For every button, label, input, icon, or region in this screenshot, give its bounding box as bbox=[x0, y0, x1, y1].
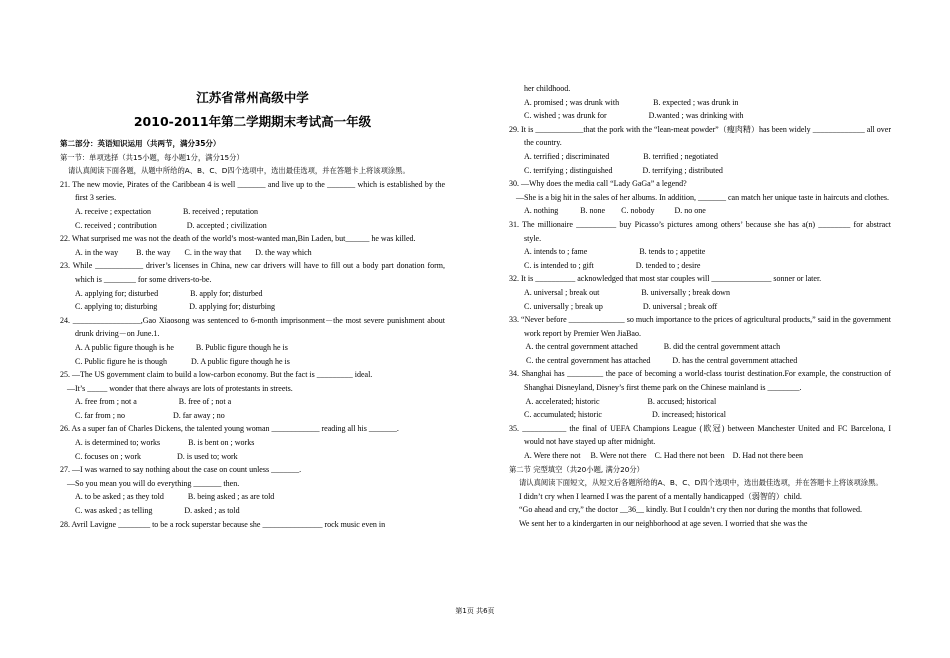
answer-options: A. receive ; expectation B. received ; reputation bbox=[75, 206, 259, 216]
question-stem: 23. While ____________ driver’s licenses in China, new car drivers will have to fill out a body part donation form, which is ________ for some drivers-to-be. bbox=[60, 261, 445, 284]
right-question-list bbox=[509, 96, 891, 463]
left-column bbox=[60, 137, 445, 531]
answer-options: C. terrifying ; distinguished D. terrifying ; distributed bbox=[524, 165, 723, 175]
question-item bbox=[60, 368, 445, 422]
question-dialogue-line: —She is a big hit in the sales of her albums. In addition, _______ can match her unique taste in haircuts and clothes. bbox=[516, 192, 890, 202]
answer-options: C. far from ; no D. far away ; no bbox=[75, 410, 225, 420]
question-item bbox=[509, 218, 891, 272]
question-stem: 35. ___________ the final of UEFA Champions League (欧冠) between Manchester United and FC Barcelona, I would not have stayed up after midnight. bbox=[509, 423, 891, 447]
answer-options: C. focuses on ; work D. is used to; work bbox=[75, 451, 238, 461]
question-stem: 28. Avril Lavigne ________ to be a rock superstar because she _______________ rock music even in bbox=[60, 519, 386, 529]
passage-paragraph: I didn’t cry when I learned I was the parent of a mentally handicapped（弱智的）child. bbox=[519, 491, 802, 501]
question-item bbox=[509, 96, 891, 123]
answer-options: A. terrified ; discriminated B. terrified ; negotiated bbox=[524, 151, 718, 161]
question-item bbox=[60, 232, 445, 259]
answer-options: C. Public figure he is though D. A public figure though he is bbox=[75, 356, 290, 366]
answer-options: A. A public figure though is he B. Public figure though he is bbox=[75, 342, 288, 352]
answer-options: C. the central government has attached D. has the central government attached bbox=[524, 355, 798, 365]
answer-options: A. to be asked ; as they told B. being asked ; as are told bbox=[75, 492, 275, 502]
section2-heading: 第二节 完型填空（共20小题, 满分20分） bbox=[509, 464, 644, 474]
question-stem: 21. The new movie, Pirates of the Caribbean 4 is well _______ and live up to the _______ which is established by the first 3 series. bbox=[60, 179, 445, 203]
section1-heading: 第一节：单项选择（共15小题，每小题1分，满分15分） bbox=[60, 152, 244, 162]
question-stem: 32. It is __________ acknowledged that most star couples will _______________ sonner or later. bbox=[509, 274, 822, 284]
question-item bbox=[60, 518, 445, 532]
cloze-passage bbox=[509, 490, 891, 531]
answer-options: A. accelerated; historic B. accused; historical bbox=[524, 396, 717, 406]
answer-options: A. free from ; not a B. free of ; not a bbox=[75, 397, 232, 407]
question-stem: 29. It is ____________that the pork with the “lean-meat powder”（瘦肉精）has been widely _____________ all over the country. bbox=[509, 124, 891, 148]
section2-instructions: 请认真阅读下面短文，从短文后各题所给的A、B、C、D四个选项中，选出最佳选项，并在答题卡上将该项涂黑。 bbox=[519, 478, 883, 488]
left-question-list bbox=[60, 178, 445, 531]
answer-options: C. is intended to ; gift D. tended to ; desire bbox=[524, 260, 701, 270]
answer-options: A. intends to ; fame B. tends to ; appetite bbox=[524, 247, 706, 257]
answer-options: C. accumulated; historic D. increased; historical bbox=[524, 410, 726, 420]
answer-options: C. universally ; break up D. universal ; break off bbox=[524, 301, 718, 311]
question-stem: 30. —Why does the media call “Lady GaGa” a legend? bbox=[509, 179, 687, 189]
part2-heading: 第二部分：英语知识运用（共两节，满分35分） bbox=[60, 139, 221, 148]
answer-options: C. applying to; disturbing D. applying for; disturbing bbox=[75, 302, 275, 312]
exam-title: 2010-2011年第二学期期末考试高一年级 bbox=[133, 114, 372, 129]
question-stem: 31. The millionaire __________ buy Picasso’s pictures among others’ because she has a(n) ________ for abstract style. bbox=[509, 219, 891, 243]
question-dialogue-line: —It’s _____ wonder that there always are lots of protestants in streets. bbox=[67, 383, 293, 393]
question-dialogue-line: —So you mean you will do everything _______ then. bbox=[67, 478, 240, 488]
exam-school-title: 江苏省常州高级中学 bbox=[196, 90, 309, 105]
passage-paragraph: We sent her to a kindergarten in our neighborhood at age seven. I worried that she was the bbox=[519, 519, 808, 528]
answer-options: A. promised ; was drunk with B. expected ; was drunk in bbox=[524, 97, 739, 107]
answer-options: A. nothing B. none C. nobody D. no one bbox=[524, 206, 706, 216]
question-stem: 27. —I was warned to say nothing about the case on count unless _______. bbox=[60, 465, 302, 475]
question-stem: 34. Shanghai has _________ the pace of becoming a world-class tourist destination.For example, the construction of Shanghai Disneyland, Disney’s first theme park on the Chinese mainland is ________. bbox=[509, 369, 891, 393]
page-footer: 第1页 共6页 bbox=[455, 607, 495, 615]
answer-options: A. is determined to; works B. is bent on ; works bbox=[75, 438, 255, 448]
question-stem: 26. As a super fan of Charles Dickens, the talented young woman ____________ reading all his _______. bbox=[60, 424, 399, 434]
answer-options: A. the central government attached B. did the central government attach bbox=[524, 342, 781, 352]
question-item bbox=[509, 123, 891, 177]
question-item bbox=[60, 178, 445, 232]
question-item bbox=[60, 422, 445, 463]
question-stem: 25. —The US government claim to build a low-carbon economy. But the fact is _________ ideal. bbox=[60, 370, 373, 380]
answer-options: A. in the way B. the way C. in the way that D. the way which bbox=[75, 247, 312, 257]
question-stem: 24. _________________,Gao Xiaosong was sentenced to 6-month imprisonment－the most severe punishment about drunk driving－on June.1. bbox=[60, 315, 445, 339]
question-item bbox=[60, 463, 445, 517]
continued-line: her childhood. bbox=[524, 84, 571, 93]
question-item bbox=[509, 177, 891, 218]
question-stem: 33. “Never before ______________ so much importance to the prices of agricultural products,” said in the government work report by Premier Wen JiaBao. bbox=[509, 315, 891, 338]
question-item bbox=[509, 313, 891, 367]
passage-paragraph: “Go ahead and cry,” the doctor __36__ kindly. But I couldn’t cry then nor during the months that followed. bbox=[519, 505, 862, 515]
question-item bbox=[509, 422, 891, 463]
answer-options: A. Were there not B. Were not there C. Had there not been D. Had not there been bbox=[524, 451, 803, 461]
question-item bbox=[60, 314, 445, 368]
section1-instructions: 请认真阅读下面各题，从题中所给的A、B、C、D四个选项中，选出最佳选项，并在答题卡上将该项涂黑。 bbox=[68, 166, 410, 176]
question-item bbox=[509, 367, 891, 421]
question-item bbox=[60, 259, 445, 313]
answer-options: A. universal ; break out B. universally ; break down bbox=[524, 287, 730, 297]
answer-options: C. was asked ; as telling D. asked ; as told bbox=[75, 506, 240, 516]
answer-options: C. received ; contribution D. accepted ; civilization bbox=[75, 220, 267, 230]
question-item bbox=[509, 272, 891, 313]
right-column bbox=[509, 82, 891, 531]
question-stem: 22. What surprised me was not the death of the world’s most-wanted man,Bin Laden, but______ he was killed. bbox=[60, 234, 416, 244]
answer-options: A. applying for; disturbed B. apply for; disturbed bbox=[75, 288, 263, 298]
answer-options: C. wished ; was drunk for D.wanted ; was drinking with bbox=[524, 111, 744, 121]
